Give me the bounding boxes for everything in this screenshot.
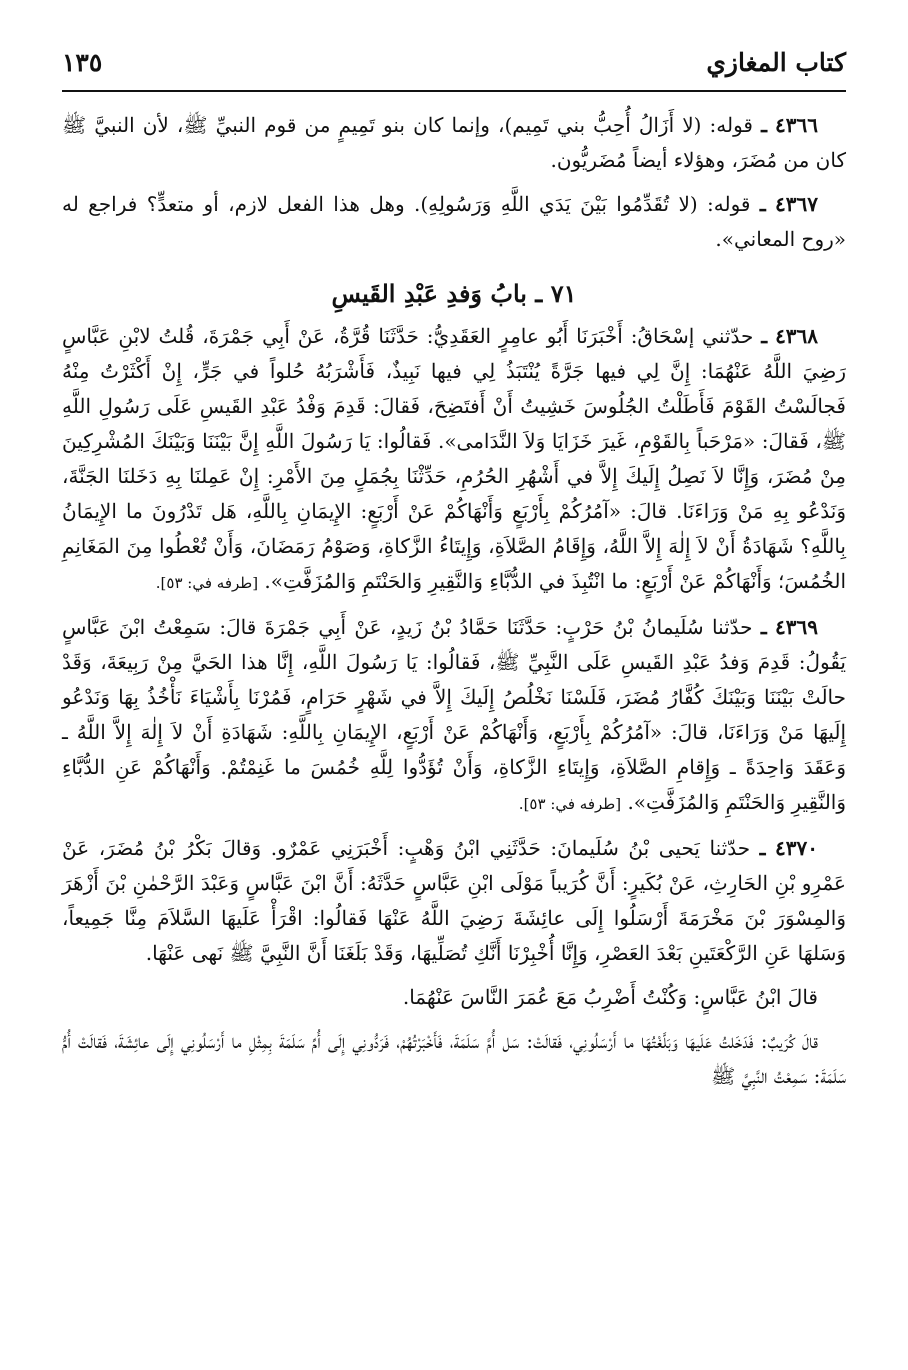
hadith-text: حدّثنا يَحيى بْنُ سُلَيمانَ: حَدَّثَنِي ابْنُ وَهْبٍ: أَخْبَرَنِي عَمْرٌو. وَقالَ بَكْرُ بْنُ مُضَرَ، عَنْ عَمْرِو بْنِ الحَارِثِ، عَنْ بُكَيرٍ: أَنَّ كُرَيباً مَوْلَى ابْنِ عَبَّاسٍ حَدَّثَهُ: أَنَّ ابْنَ عَبَّاسٍ وَعَبْدَ الرَّحْمٰنِ بْنَ أَزْهَرَ وَالمِسْوَرَ بْنَ مَخْرَمَةَ أَرْسَلُوا إِلَى عائِشَةَ رَضِيَ اللَّهُ عَنْهَا فَقالُوا: اقْرَأْ عَلَيهَا السَّلاَمَ مِنَّا جَمِيعاً، وَسَلهَا عَنِ الرَّكْعَتَينِ بَعْدَ العَصْرِ، وَإِنَّا أُخْبِرْنَا أَنَّكِ تُصَلِّيهَا، وَقَدْ بَلَغَنَا أَنَّ النَّبِيَّ ﷺ نَهى عَنْهَا. (62, 836, 846, 965)
hadith-paragraph (62, 319, 846, 601)
commentary-note (62, 187, 846, 257)
cross-reference: [طرفه في: ٥٣]. (155, 574, 259, 592)
dash: ـ (761, 324, 768, 348)
hadith-paragraph (62, 610, 846, 822)
continuation-paragraph: قالَ ابْنُ عَبَّاسٍ: وَكُنْتُ أَضْرِبُ مَعَ عُمَرَ النَّاسَ عَنْهُمَا. (402, 985, 818, 1009)
commentary-note (62, 108, 846, 178)
dash: ـ (759, 192, 766, 216)
page-content (62, 108, 846, 1103)
page-header (62, 44, 846, 92)
chapter-heading: ٧١ ـ بابُ وَفدِ عَبْدِ القَيسِ (331, 279, 577, 308)
hadith-paragraph (62, 831, 846, 971)
dash: ـ (759, 836, 766, 860)
note-number: ٤٣٦٧ (775, 192, 819, 216)
cross-reference: [طرفه في: ٥٣]. (518, 795, 622, 813)
page-number: ١٣٥ (62, 48, 103, 77)
hadith-number: ٤٣٧٠ (775, 836, 819, 860)
running-title: كتاب المغازي (706, 48, 846, 77)
hadith-number: ٤٣٦٨ (775, 324, 819, 348)
dash: ـ (760, 615, 767, 639)
note-text: قوله: (لا أَزَالُ أُحِبُّ بني تَمِيم)، وإنما كان بنو تَمِيمٍ من قوم النبيِّ ﷺ، لأن النبيَّ ﷺ كان من مُضَرَ، وهؤلاء أيضاً مُضَريُّون. (62, 113, 846, 172)
note-number: ٤٣٦٦ (775, 113, 818, 137)
hadith-number: ٤٣٦٩ (775, 615, 818, 639)
dash: ـ (761, 113, 767, 137)
note-text: قوله: (لا تُقَدِّمُوا بَيْنَ يَدَي اللَّهِ وَرَسُولِهِ). وهل هذا الفعل لازم، أو متعدٍّ؟ فراجع له «روح المعاني». (62, 192, 846, 251)
hadith-text: حدّثنا سُلَيمانُ بْنُ حَرْبٍ: حَدَّثَنَا حَمَّادُ بْنُ زَيدٍ، عَنْ أَبِي جَمْرَةَ قالَ: سَمِعْتُ ابْنَ عَبَّاسٍ يَقُولُ: قَدِمَ وَفدُ عَبْدِ القَيسِ عَلَى النَّبِيِّ ﷺ، فَقالُوا: يَا رَسُولَ اللَّهِ، إِنَّا هذا الحَيَّ مِنْ رَبِيعَةَ، وَقَدْ حالَتْ بَيْنَنَا وَبَيْنَكَ كُفَّارُ مُضَرَ، فَلَسْنَا نَخْلُصُ إِلَيكَ إِلاَّ في شَهْرٍ حَرَامٍ، فَمُرْنَا بِأَشْيَاءَ نَأْخُذُ بِهَا وَنَدْعُو إِلَيهَا مَنْ وَرَاءَنَا، قالَ: «آمُرُكُمْ بِأَرْبَعٍ، وَأَنْهَاكُمْ عَنْ أَرْبَعٍ، الإِيمَانِ بِاللَّهِ: شَهَادَةِ أَنْ لاَ إِلٰهَ إِلاَّ اللَّهُ ـ وَعَقَدَ وَاحِدَةً ـ وَإِقامِ الصَّلاَةِ، وَإِيتَاءِ الزَّكاةِ، وَأَنْ تُؤَدُّوا لِلَّهِ خُمُسَ ما غَنِمْتُمْ. وَأَنْهَاكُمْ عَنِ الدُّبَّاءِ وَالنَّقِيرِ وَالحَنْتَمِ وَالمُزَفَّتِ». (62, 615, 846, 814)
hadith-text: حدّثني إسْحَاقُ: أَخْبَرَنَا أَبُو عامِرٍ العَقَدِيُّ: حَدَّثَنَا قُرَّةُ، عَنْ أَبِي جَمْرَةَ، قُلتُ لابْنِ عَبَّاسٍ رَضِيَ اللَّهُ عَنْهُمَا: إِنَّ لِي فيها جَرَّةً يُنْتَبَذُ لِي فيها نَبِيذٌ، فَأَشْرَبُهُ حُلواً في جَرٍّ، إِنْ أَكْثَرْتُ مِنْهُ فَجالَسْتُ القَوْمَ فَأَطَلْتُ الجُلُوسَ خَشِيتُ أَنْ أَفتَضِحَ، فَقالَ: قَدِمَ وَفْدُ عَبْدِ القَيسِ عَلَى رَسُولِ اللَّهِ ﷺ، فَقالَ: «مَرْحَباً بِالقَوْمِ، غَيرَ خَزَايَا وَلاَ النَّدَامى». فَقالُوا: يَا رَسُولَ اللَّهِ إِنَّ بَيْنَنَا وَبَيْنَكَ المُشْرِكِينَ مِنْ مُضَرَ، وَإِنَّا لاَ نَصِلُ إِلَيكَ إِلاَّ في أَشْهُرِ الحُرُمِ، حَدِّثْنَا بِجُمَلٍ مِنَ الأَمْرِ: إِنْ عَمِلنَا بِهِ دَخَلنَا الجَنَّةَ، وَنَدْعُو بِهِ مَنْ وَرَاءَنَا. قالَ: «آمُرُكُمْ بِأَرْبَعٍ وَأَنْهَاكُمْ عَنْ أَرْبَعٍ: الإِيمَانِ بِاللَّهِ، هَل تَدْرُونَ ما الإِيمَانُ بِاللَّهِ؟ شَهَادَةُ أَنْ لاَ إِلٰهَ إِلاَّ اللَّهُ، وَإِقَامُ الصَّلاَةِ، وَإِيتَاءُ الزَّكاةِ، وَصَوْمُ رَمَضَانَ، وَأَنْ تُعْطُوا مِنَ المَغَانِمِ الخُمُسَ؛ وَأَنْهَاكُمْ عَنْ أَرْبَعٍ: ما انْتُبِذَ في الدُّبَّاءِ وَالنَّقِيرِ وَالحَنْتَمِ وَالمُزَفَّتِ». (62, 324, 847, 593)
continuation-paragraph: قالَ كُرَيبٌ: فَدَخَلتُ عَلَيهَا وَبَلَّغْتُهَا ما أَرْسَلُونِي، فَقالَتْ: سَل أُمَّ سَلَمَةَ، فَأَخْبَرْتُهُمْ، فَرَدُّونِي إِلَى أُمِّ سَلَمَةَ بِمِثْلِ ما أَرْسَلُونِي إِلَى عائِشَةَ، فَقالَتْ أُمُّ سَلَمَةَ: سَمِعْتُ النَّبِيَّ ﷺ (62, 1029, 846, 1088)
